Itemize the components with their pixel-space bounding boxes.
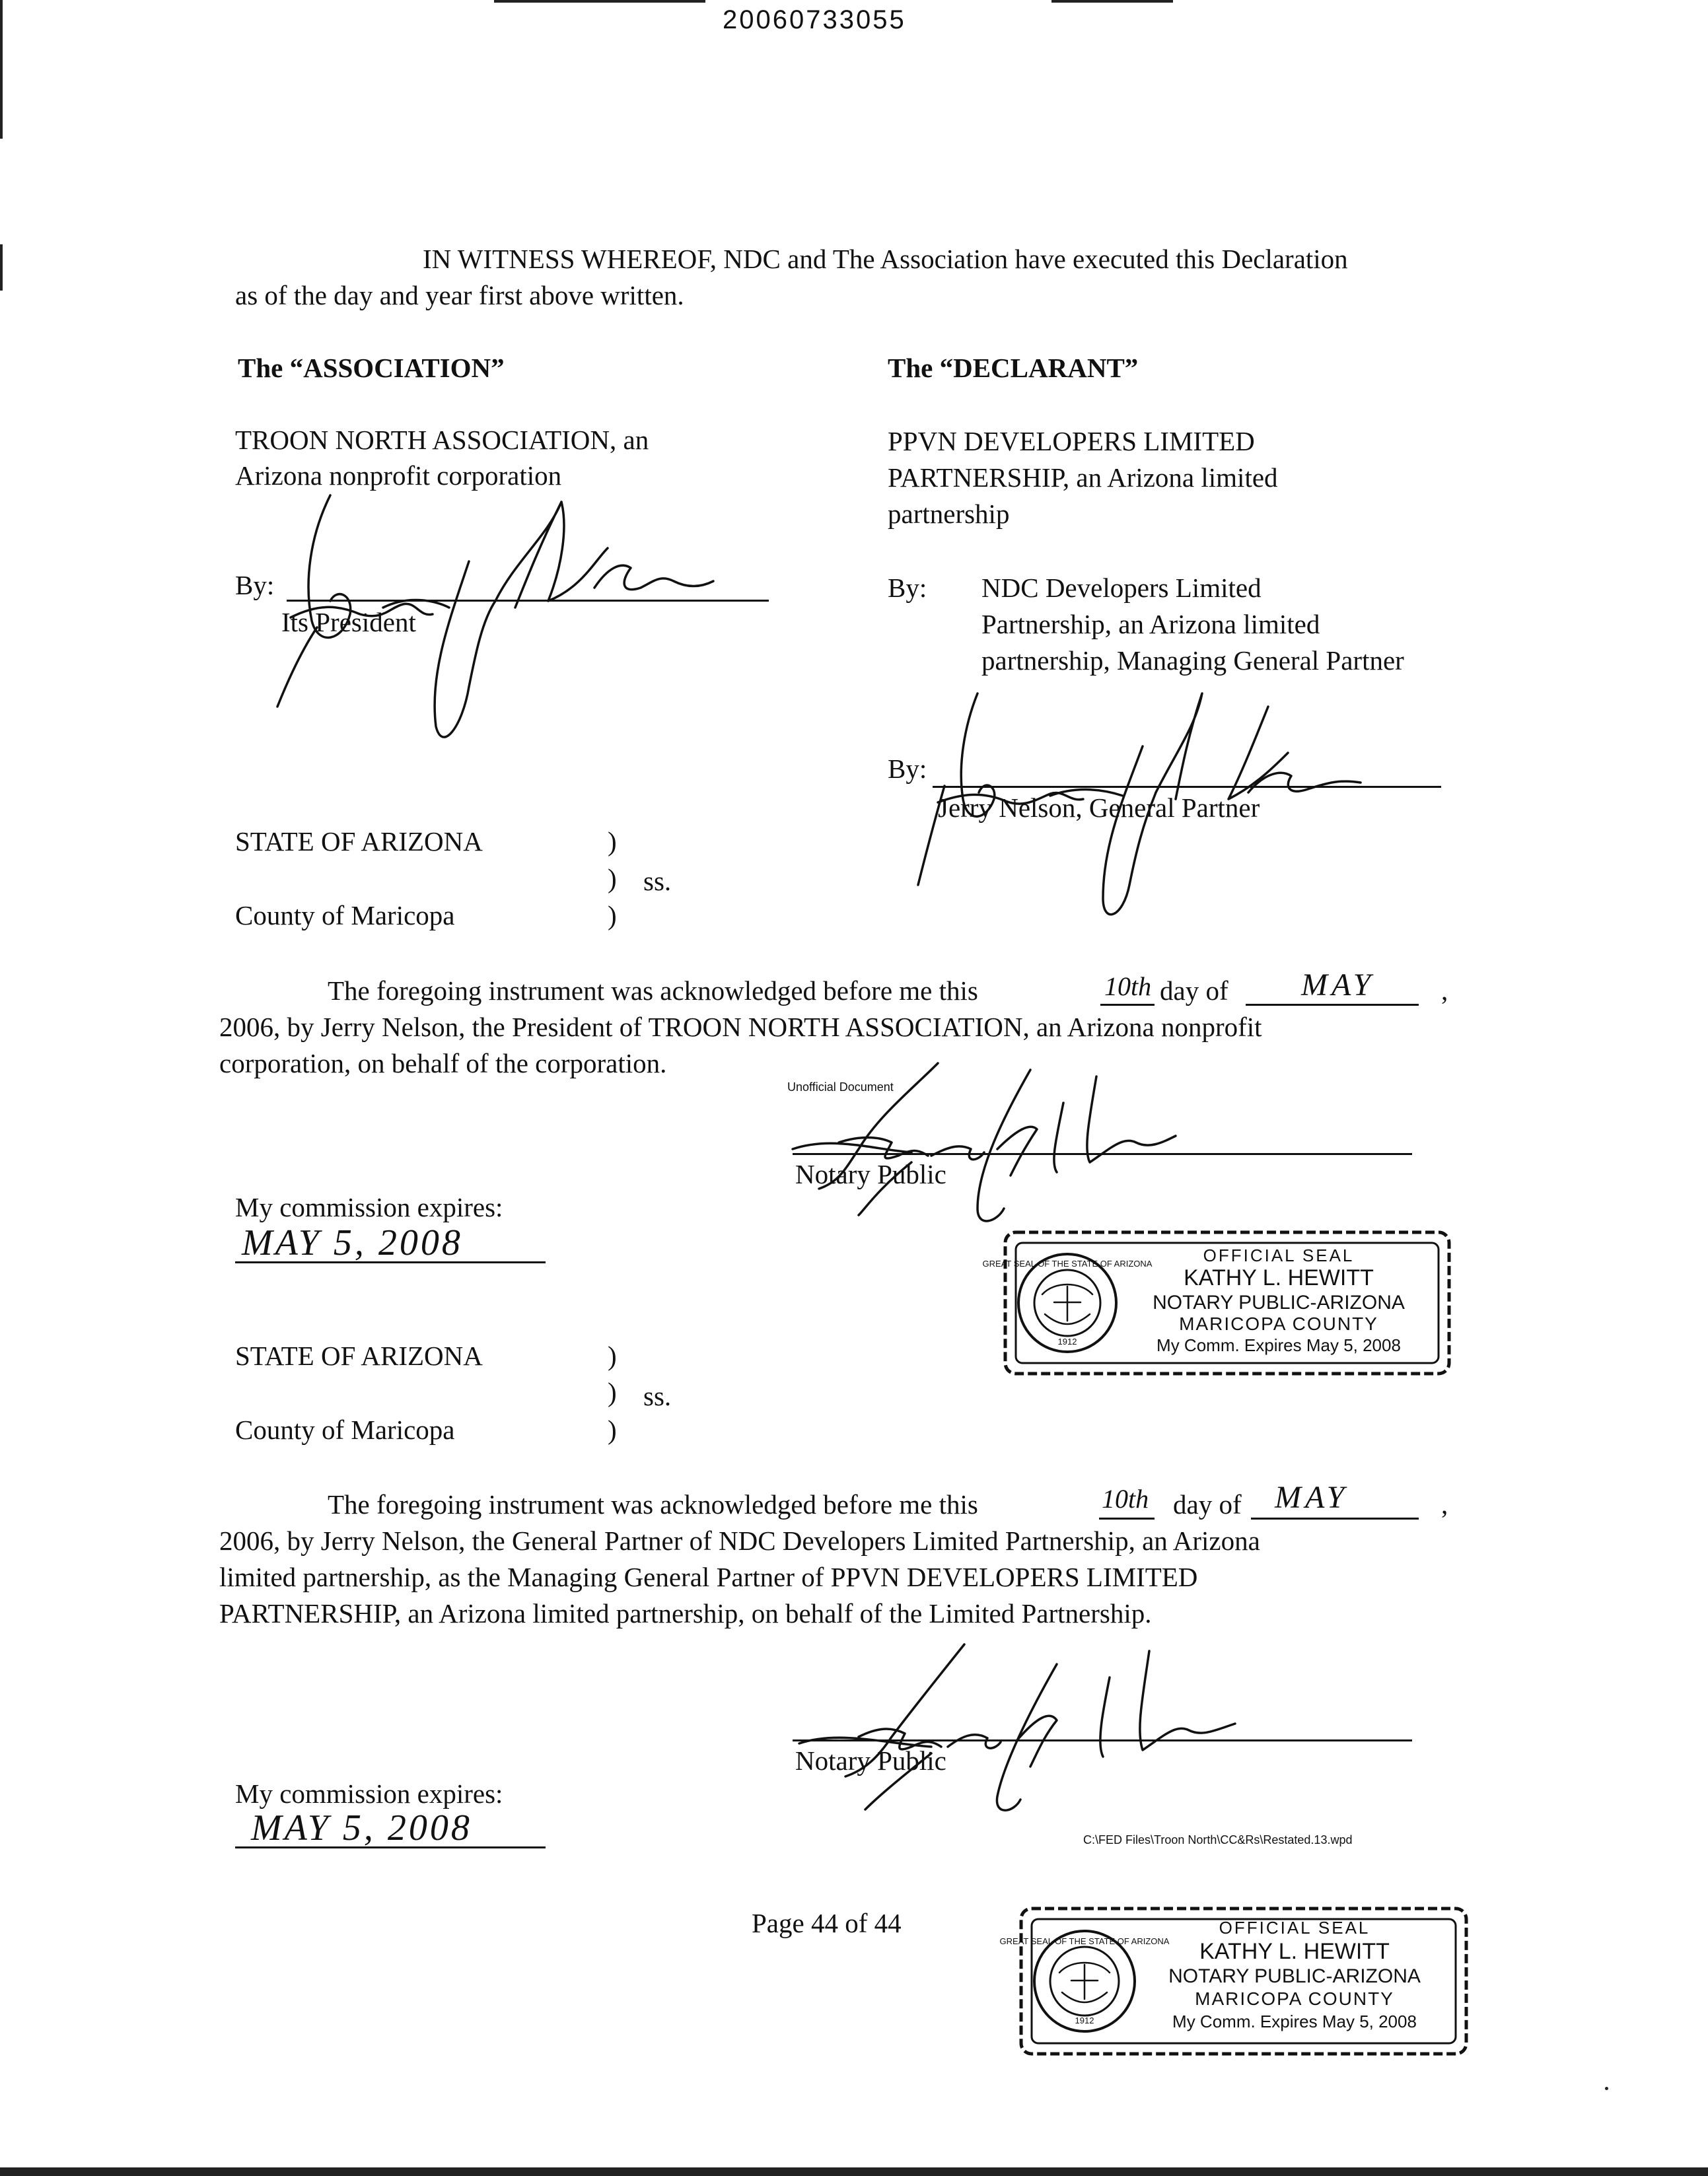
notary2-notary-label: Notary Public xyxy=(795,1745,946,1776)
notary1-commission-label: My commission expires: xyxy=(235,1192,503,1222)
notary1-signature xyxy=(779,1050,1228,1235)
notary2-ss: ss. xyxy=(643,1381,672,1411)
file-path: C:\FED Files\Troon North\CC&Rs\Restated.13.wpd xyxy=(1083,1833,1353,1846)
seal2-line-3: NOTARY PUBLIC-ARIZONA xyxy=(1168,1965,1421,1987)
seal1-line-1: OFFICIAL SEAL xyxy=(1203,1246,1355,1265)
seal2-line-5: My Comm. Expires May 5, 2008 xyxy=(1172,2012,1417,2031)
declarant-heading: The “DECLARANT” xyxy=(888,353,1139,383)
notary1-state: STATE OF ARIZONA xyxy=(235,826,483,857)
notary2-paren-3: ) xyxy=(608,1415,617,1445)
notary1-ack-text: The foregoing instrument was acknowledged before me this xyxy=(328,975,978,1006)
declarant-gp-line-2: Partnership, an Arizona limited xyxy=(981,609,1320,639)
seal2-line-1: OFFICIAL SEAL xyxy=(1219,1918,1370,1938)
notary2-line-4: PARTNERSHIP, an Arizona limited partnership, on behalf of the Limited Partnership. xyxy=(219,1598,1152,1629)
notary1-paren-3: ) xyxy=(608,900,617,930)
declarant-signer: Jerry Nelson, General Partner xyxy=(938,792,1260,823)
notary2-day-blank xyxy=(1099,1518,1155,1520)
seal2-emblem-ring: GREAT SEAL OF THE STATE OF ARIZONA xyxy=(999,1936,1170,1946)
seal1-line-4: MARICOPA COUNTY xyxy=(1179,1314,1378,1334)
association-name-line-1: TROON NORTH ASSOCIATION, an xyxy=(235,425,649,455)
notary2-line-3: limited partnership, as the Managing General Partner of PPVN DEVELOPERS LIMITED xyxy=(219,1562,1198,1592)
declarant-name-line-2: PARTNERSHIP, an Arizona limited xyxy=(888,462,1278,493)
notary1-month-blank xyxy=(1246,1004,1419,1006)
notary2-paren-1: ) xyxy=(608,1341,617,1371)
witness-line-2: as of the day and year first above written. xyxy=(235,280,684,310)
notary1-day-blank xyxy=(1100,1004,1155,1006)
page-number: Page 44 of 44 xyxy=(752,1908,902,1938)
seal1-line-5: My Comm. Expires May 5, 2008 xyxy=(1156,1335,1401,1355)
notary1-line-2: 2006, by Jerry Nelson, the President of TROON NORTH ASSOCIATION, an Arizona nonprofit xyxy=(219,1012,1262,1042)
notary2-ack-month: MAY xyxy=(1275,1480,1349,1515)
notary2-commission-label: My commission expires: xyxy=(235,1778,503,1809)
notary1-ack-day: 10th xyxy=(1104,971,1152,1001)
notary1-county: County of Maricopa xyxy=(235,900,455,930)
declarant-name-line-3: partnership xyxy=(888,499,1010,529)
declarant-by2-label: By: xyxy=(888,754,927,784)
notary2-county: County of Maricopa xyxy=(235,1415,455,1445)
scan-mark-bottom xyxy=(0,2167,1708,2176)
notary2-ack-text: The foregoing instrument was acknowledged before me this xyxy=(328,1489,978,1520)
notary-seal-1 xyxy=(982,1228,1453,1378)
recording-number: 20060733055 xyxy=(723,5,906,34)
unofficial-document-watermark: Unofficial Document xyxy=(787,1080,894,1094)
notary2-month-blank xyxy=(1251,1518,1419,1520)
declarant-gp-line-1: NDC Developers Limited xyxy=(981,573,1262,603)
association-by-label: By: xyxy=(235,570,275,600)
notary2-signature xyxy=(779,1638,1268,1823)
notary1-ack-month: MAY xyxy=(1301,967,1375,1002)
association-signature xyxy=(251,489,793,753)
declarant-signature xyxy=(905,687,1446,938)
notary2-paren-2: ) xyxy=(608,1377,617,1407)
seal1-line-2: KATHY L. HEWITT xyxy=(1184,1265,1374,1290)
seal1-line-3: NOTARY PUBLIC-ARIZONA xyxy=(1153,1292,1405,1314)
witness-line-1: IN WITNESS WHEREOF, NDC and The Association have executed this Declaration xyxy=(423,244,1348,274)
notary2-ack-dayof: day of xyxy=(1173,1489,1242,1520)
notary1-paren-1: ) xyxy=(608,826,617,857)
notary1-ss: ss. xyxy=(643,866,672,896)
scan-mark-top-right xyxy=(1051,0,1173,3)
notary2-line-2: 2006, by Jerry Nelson, the General Partner of NDC Developers Limited Partnership, an Arizona xyxy=(219,1526,1260,1556)
notary2-ack-comma: , xyxy=(1441,1489,1448,1520)
scan-speck xyxy=(1605,2087,1608,2090)
notary2-ack-day: 10th xyxy=(1102,1484,1149,1514)
association-name-line-2: Arizona nonprofit corporation xyxy=(235,460,562,491)
notary1-line-3: corporation, on behalf of the corporation. xyxy=(219,1048,667,1078)
notary2-state: STATE OF ARIZONA xyxy=(235,1341,483,1371)
notary2-commission-date: MAY 5, 2008 xyxy=(251,1807,472,1848)
seal2-emblem-year: 1912 xyxy=(1075,2016,1094,2025)
seal2-line-4: MARICOPA COUNTY xyxy=(1195,1988,1394,2009)
scan-mark-left-2 xyxy=(0,244,3,291)
notary1-commission-date: MAY 5, 2008 xyxy=(242,1222,463,1263)
association-title: Its President xyxy=(281,607,416,637)
scan-mark-left-1 xyxy=(0,0,3,139)
notary1-ack-dayof: day of xyxy=(1160,975,1228,1006)
association-heading: The “ASSOCIATION” xyxy=(238,353,505,383)
declarant-name-line-1: PPVN DEVELOPERS LIMITED xyxy=(888,426,1255,456)
scan-mark-top-left xyxy=(494,0,705,3)
declarant-by-label: By: xyxy=(888,573,927,603)
notary1-notary-label: Notary Public xyxy=(795,1159,946,1189)
notary1-ack-comma: , xyxy=(1441,975,1448,1006)
seal2-line-2: KATHY L. HEWITT xyxy=(1199,1939,1390,1964)
notary1-paren-2: ) xyxy=(608,863,617,894)
seal1-emblem-year: 1912 xyxy=(1057,1337,1077,1347)
declarant-gp-line-3: partnership, Managing General Partner xyxy=(981,645,1404,676)
seal1-emblem-ring: GREAT SEAL OF THE STATE OF ARIZONA xyxy=(982,1259,1153,1269)
notary-seal-2 xyxy=(999,1905,1470,2058)
